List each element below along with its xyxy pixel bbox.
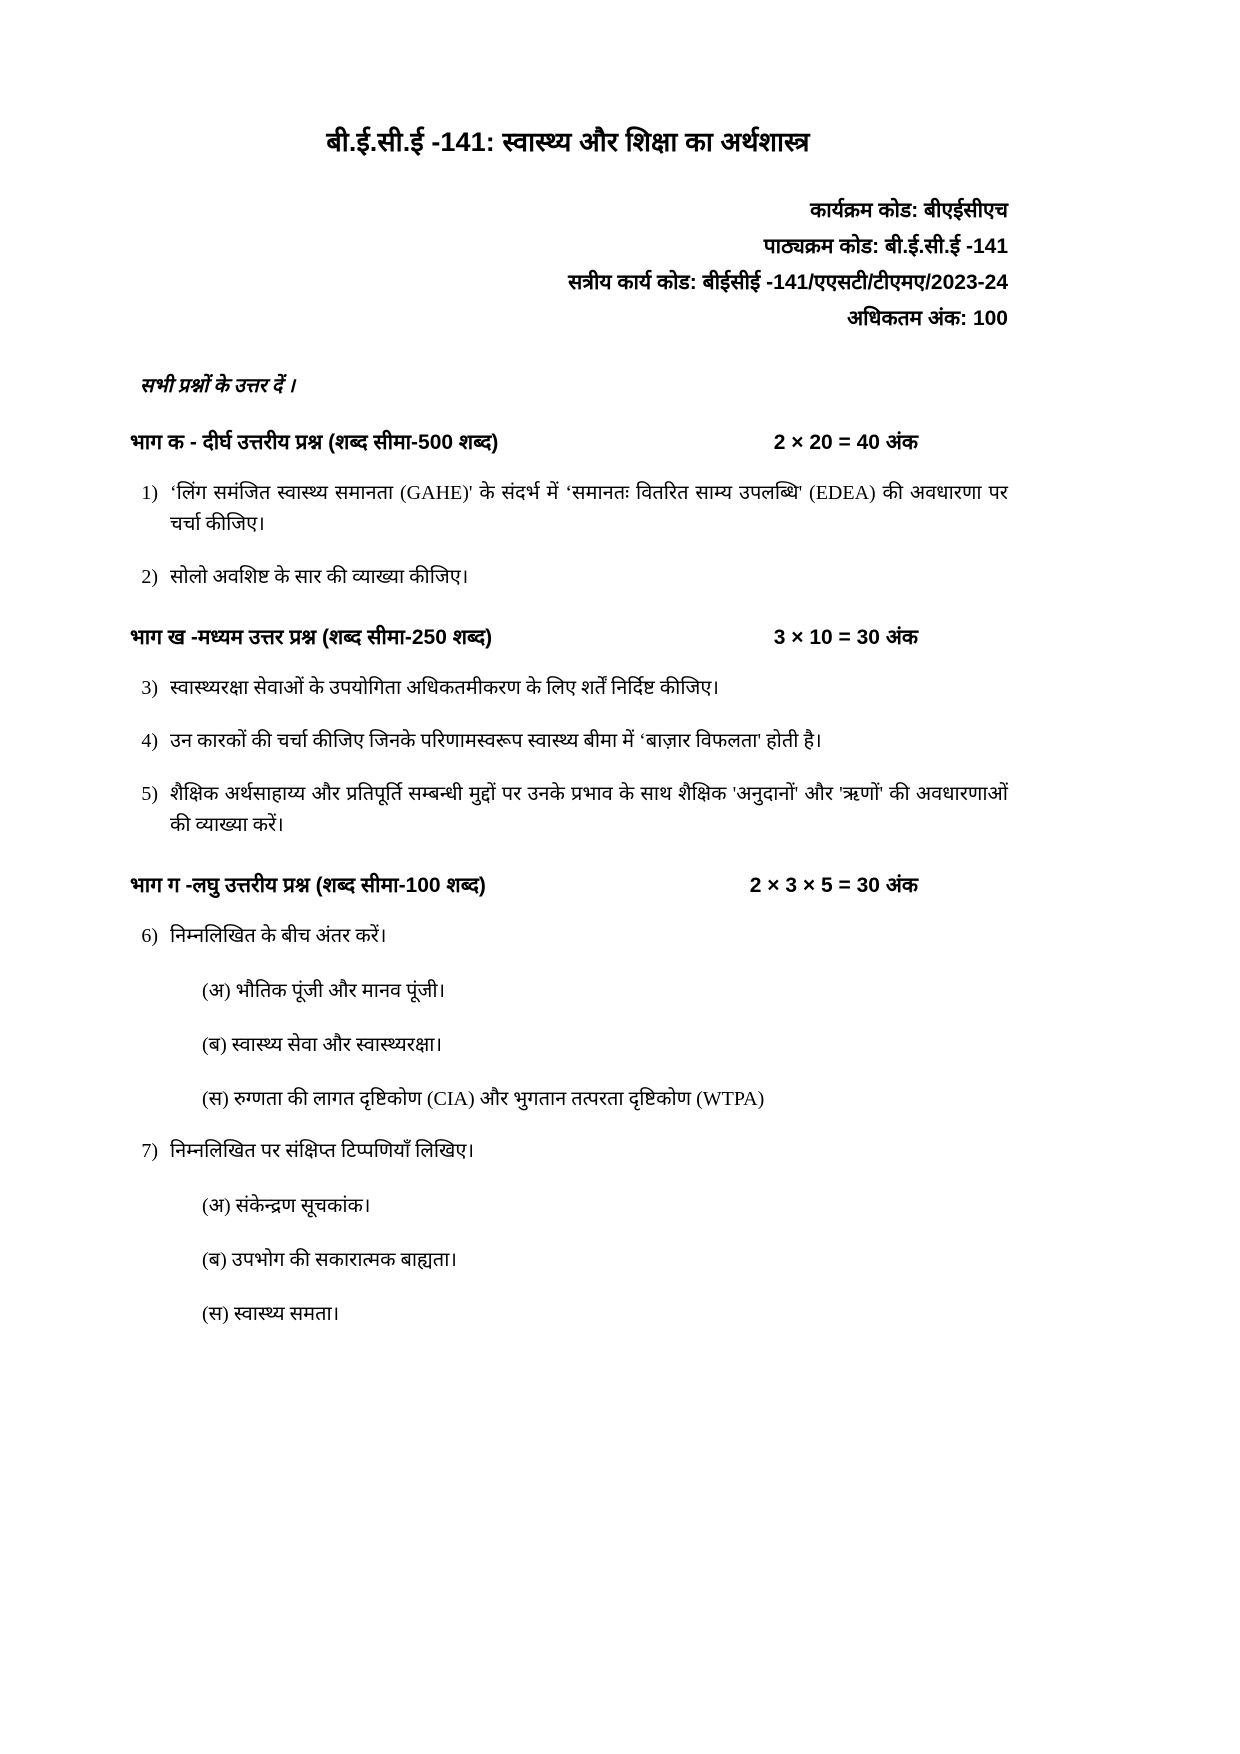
page-content xyxy=(128,0,1008,1329)
question-list-b xyxy=(128,673,1008,841)
section-a-title: भाग क - दीर्घ उत्तरीय प्रश्न (शब्द सीमा-500 शब्द) xyxy=(130,431,499,455)
sub-question: (ब) स्वास्थ्य सेवा और स्वास्थ्यरक्षा। xyxy=(202,1034,443,1057)
answer-all-instruction: सभी प्रश्नों के उत्तर दें । xyxy=(140,375,295,398)
question-row xyxy=(128,1136,1008,1167)
question-entry xyxy=(128,779,1008,841)
question-list-c xyxy=(128,921,1008,1329)
question-number: 2) xyxy=(141,566,158,589)
question-text: सोलो अवशिष्ट के सार की व्याख्या कीजिए। xyxy=(170,566,469,589)
section-c-marks: 2 × 3 × 5 = 30 अंक xyxy=(749,874,918,898)
question-entry xyxy=(128,921,1008,1114)
question-number: 7) xyxy=(141,1140,158,1163)
question-entry xyxy=(128,478,1008,540)
question-text: निम्नलिखित के बीच अंतर करें। xyxy=(170,925,387,948)
question-entry xyxy=(128,726,1008,757)
sub-question-list xyxy=(128,1191,1008,1329)
section-b-title: भाग ख -मध्यम उत्तर प्रश्न (शब्द सीमा-250 शब्द) xyxy=(130,626,493,650)
question-number: 1) xyxy=(141,482,158,505)
question-entry xyxy=(128,673,1008,704)
section-heading-a xyxy=(130,428,1008,456)
page-title: बी.ई.सी.ई -141: स्वास्थ्य और शिक्षा का अर्थशास्त्र xyxy=(326,127,810,157)
sub-question: (स) स्वास्थ्य समता। xyxy=(202,1303,340,1326)
question-entry xyxy=(128,1136,1008,1329)
question-entry xyxy=(128,562,1008,593)
question-list-a xyxy=(128,478,1008,593)
question-row xyxy=(128,562,1008,593)
section-heading-c xyxy=(130,871,1008,899)
question-number: 3) xyxy=(141,677,158,700)
assignment-code: सत्रीय कार्य कोड: बीईसीई -141/एएसटी/टीएमए/2023-24 xyxy=(568,270,1008,294)
question-text: शैक्षिक अर्थसाहाय्य और प्रतिपूर्ति सम्बन्धी मुद्दों पर उनके प्रभाव के साथ शैक्षिक 'अनुदानों' और 'ऋणों' की अवधारणाओं की व्याख्या करें। xyxy=(170,783,1008,837)
question-text: उन कारकों की चर्चा कीजिए जिनके परिणामस्वरूप स्वास्थ्य बीमा में ‘बाज़ार विफलता' होती है। xyxy=(170,730,822,753)
maximum-marks: अधिकतम अंक: 100 xyxy=(847,307,1008,331)
question-row xyxy=(128,673,1008,704)
sub-question: (अ) भौतिक पूंजी और मानव पूंजी। xyxy=(202,980,446,1003)
course-code: पाठ्यक्रम कोड: बी.ई.सी.ई -141 xyxy=(763,234,1008,258)
section-c-title: भाग ग -लघु उत्तरीय प्रश्न (शब्द सीमा-100 शब्द) xyxy=(130,874,486,898)
question-row xyxy=(128,478,1008,540)
question-text: निम्नलिखित पर संक्षिप्त टिप्पणियाँ लिखिए। xyxy=(170,1140,475,1163)
question-row xyxy=(128,726,1008,757)
question-text: स्वास्थ्यरक्षा सेवाओं के उपयोगिता अधिकतमीकरण के लिए शर्तें निर्दिष्ट कीजिए। xyxy=(170,677,719,700)
sub-question-list xyxy=(128,976,1008,1114)
sub-question: (स) रुग्णता की लागत दृष्टिकोण (CIA) और भुगतान तत्परता दृष्टिकोण (WTPA) xyxy=(202,1088,765,1111)
question-number: 5) xyxy=(141,783,158,806)
section-heading-b xyxy=(130,623,1008,651)
program-code: कार्यक्रम कोड: बीएईसीएच xyxy=(810,198,1008,222)
question-row xyxy=(128,779,1008,841)
question-row xyxy=(128,921,1008,952)
sub-question: (अ) संकेन्द्रण सूचकांक। xyxy=(202,1195,371,1218)
question-number: 6) xyxy=(141,925,158,948)
section-a-marks: 2 × 20 = 40 अंक xyxy=(773,431,918,455)
course-meta-block xyxy=(128,193,1008,337)
sub-question: (ब) उपभोग की सकारात्मक बाह्यता। xyxy=(202,1249,457,1272)
section-b-marks: 3 × 10 = 30 अंक xyxy=(773,626,918,650)
question-text: ‘लिंग समंजित स्वास्थ्य समानता (GAHE)' के संदर्भ में ‘समानतः वितरित साम्य उपलब्धि' (EDEA) की अवधारणा पर चर्चा कीजिए। xyxy=(170,482,1008,536)
question-number: 4) xyxy=(141,730,158,753)
